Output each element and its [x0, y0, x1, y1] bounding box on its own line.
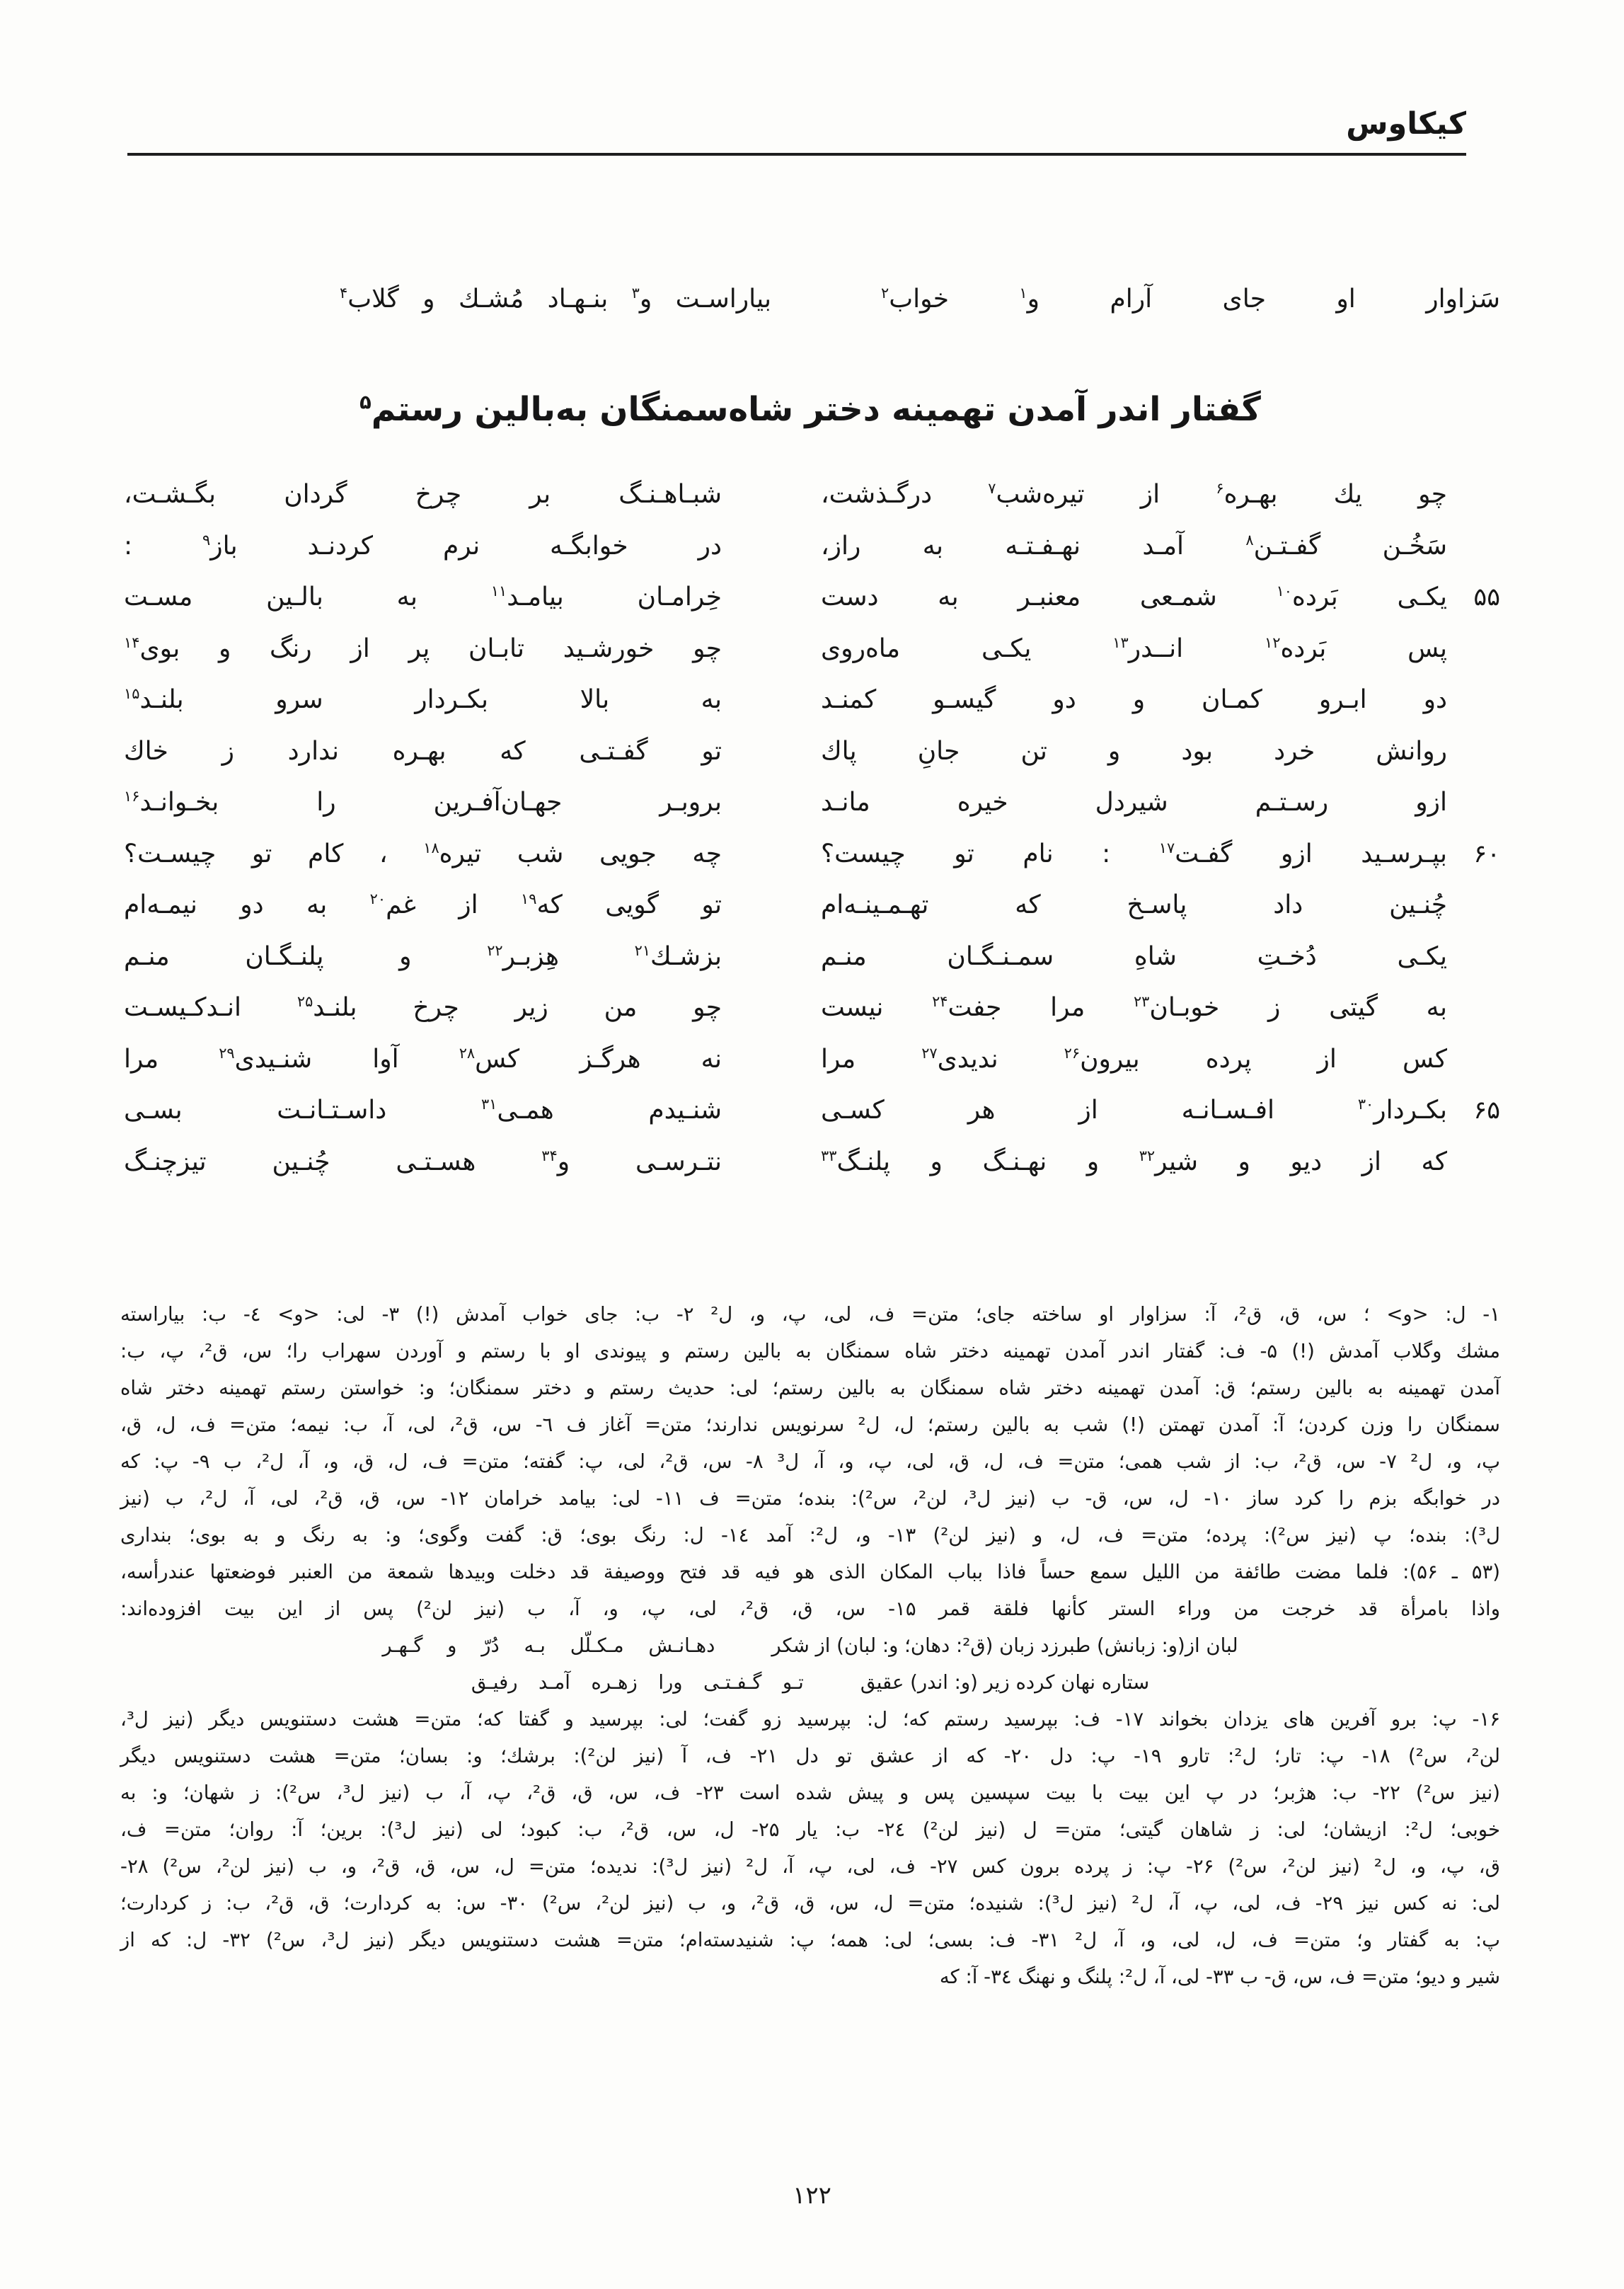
verse-left-hemistich: چه جویی شب تیره$^{۱۸}$ ، كام تو چیسـت؟	[124, 839, 722, 868]
verse-row-2	[120, 532, 1500, 583]
verse-row-12	[120, 1045, 1500, 1096]
verse-right-hemistich: روانش خرد بود و تن جانِ پاك	[821, 736, 1447, 766]
footnote-verse-right-hemistich: لبان از(و: زبانش) طبرزد زبان (ق²: دهان؛ و: لبان) از شكر	[771, 1634, 1238, 1657]
verse-left-hemistich: بروبـر جهـان‌آفـرین را بخـوانـد$^{۱۶}$	[124, 788, 722, 817]
footnote-line-16: ق، پ، و، ل² (نیز لن²، س²) ۲۶- پ: ز پرده برون كس ۲۷- ف، لی، پ، آ، ل² (نیز ل³): ندیده؛ متن= ل، س، ق، ق²، و، ب (نیز لن²، س²) ۲۸-	[120, 1855, 1501, 1878]
footnote-line-18: پ: به گفتار و؛ متن= ف، ل، لی، و، آ، ل² ۳۱- ف: بسی؛ لی: همه؛ پ: شنیدسته‌ام؛ متن= هشت دستنویس دیگر (نیز ل³، س²) ۳۲- ل: كه از	[120, 1929, 1500, 1951]
verse-number: ۶۵	[1473, 1096, 1500, 1125]
footnote-line-13: لن²، س²) ۱۸- پ: تار؛ ل²: تارو ۱۹- پ: دل ۲۰- كه از عشق تو دل ۲۱- ف، آ (نیز لن²): برشك؛ و: بسان؛ متن= هشت دستنویس دیگر	[120, 1745, 1501, 1767]
footnote-line-6: در خوابگه بزم را كرد ساز ۱۰- ل، س، ق- ب (نیز ل³، لن²، س²): بنده؛ متن= ف ۱۱- لی: بیامد خرامان ۱۲- س، ق، ق²، لی، آ، ل²، ب (نیز	[120, 1487, 1500, 1510]
verse-left-hemistich: تو گویی كه$^{۱۹}$ از غم$^{۲۰}$ به دو نیمـه‌ام	[124, 890, 722, 919]
section-title: گفتار اندر آمدن تهمینه دختر شاه‌سمنگان به‌بالین رستم$^۵$	[359, 390, 1261, 429]
verse-block	[120, 480, 1500, 1198]
verse-right-hemistich: به گیتی ز خوبـان$^{۲۳}$ مرا جفت$^{۲۴}$ نیست	[821, 993, 1448, 1022]
verse-left-hemistich: شبـاهـنـگ بر چرخ گردان بگـشـت،	[124, 480, 722, 509]
footnote-line-14: (نیز س²) ۲۲- ب: هژبر؛ در پ این بیت با بیت سپسین پس و پیش شده است ۲۳- ف، س، ق، ق²، پ، آ، ب (نیز ل³، س²): ز شهان؛ و: به	[120, 1782, 1500, 1804]
footnote-inserted-verse	[120, 1664, 1500, 1701]
footnote-line-4: سمنگان را وزن كردن؛ آ: آمدن تهمتن (!) شب به بالین رستم؛ ل، ل² سرنویس ندارند؛ متن= آغاز ف ٦- س، ق²، لی، آ، ب: نیمه؛ متن= ف، ل، ق،	[120, 1413, 1500, 1436]
verse-row-4	[120, 634, 1500, 686]
page-header	[120, 106, 1500, 156]
verse-left-hemistich: در خوابگـه نرم كردنـد باز$^۹$ :	[124, 531, 722, 561]
footnote-line-5: پ، و، ل² ۷- س، ق²، ب: از شب همی؛ متن= ف، ل، ق، لی، پ، و، آ، ل³ ۸- س، ق²، لی، پ: گفته؛ متن= ف، ل، ق، و، آ، ل²، ب ۹- پ: كه	[120, 1450, 1501, 1473]
verse-left-hemistich: به بالا بكـردار سرو بلنـد$^{۱۵}$	[124, 685, 722, 714]
footnotes-block	[120, 1296, 1500, 1995]
verse-right-hemistich: سَخُـن گفـتـن$^۸$ آمـد نهـفـتـه به راز،	[821, 531, 1448, 561]
footnote-verse-left-hemistich: دهـانـش مـكـلّل بـه دُرّ و گـهـر	[382, 1634, 715, 1657]
verse-left-hemistich: چو خورشـید تابـان پر از رنگ و بوی$^{۱۴}$	[124, 633, 722, 663]
verse-right-hemistich: چو یك بهـره$^۶$ از تیره‌شب$^۷$ درگـذشت،	[821, 480, 1447, 509]
verse-right-hemistich: بكـردار$^{۳۰}$ افـسـانـه از هر كسـی	[821, 1096, 1447, 1125]
footnote-line-19: شیر و دیو؛ متن= ف، س، ق- ب ۳۳- لی، آ، ل²: پلنگ و نهنگ ۳٤- آ: كه	[939, 1966, 1500, 1988]
footnote-verse-left-hemistich: تـو گـفـتـی ورا زهـره آمـد رفیـق	[471, 1671, 804, 1694]
verse-left-hemistich: تو گفـتـی كه بهـره ندارد ز خاك	[124, 736, 722, 766]
opening-verse	[120, 285, 1500, 314]
verse-right-hemistich: یكـی دُخـتِ شاهِ سمـنـگـان منـم	[821, 941, 1447, 971]
verse-right-hemistich: یكـی بَرده$^{۱۰}$ شمـعی معنبـر به دست	[821, 583, 1447, 612]
footnote-line-17: لی: نه كس نیز ۲۹- ف، لی، پ، آ، ل² (نیز ل³): شنیده؛ متن= ل، س، ق، ق²، و، ب (نیز لن²، س²) ۳۰- س: به كردارت؛ ق، ق²، ب: ز كردارت؛	[120, 1892, 1500, 1915]
verse-row-14	[120, 1147, 1500, 1199]
verse-right-hemistich: پس بَرده$^{۱۲}$ انــدر$^{۱۳}$ یكـی ماه‌روی	[821, 633, 1448, 663]
verse-row-11	[120, 993, 1500, 1045]
verse-right-hemistich: كه از دیو و شیر$^{۳۲}$ و نهـنـگ و پلنـگ$^{۳۳}$	[821, 1147, 1447, 1176]
verse-left-hemistich: نتـرسـی و$^{۳۴}$ هسـتـی چُنـین تیزچنـگ	[124, 1147, 722, 1176]
footnote-line-8: (۵۳ ـ ۵۶): فلما مضت طائفة من اللیل سمع حساً فاذا بباب المكان الذی هو فیه قد فتح ووصیفة قد دخلت وبیدها شمعة من العنبر فوضعتها عندرأسه،	[120, 1561, 1500, 1583]
footnote-line-9: واذا بامرأة قد خرجت من وراء الستر كأنها فلقة قمر ۱۵- س، ق، ق²، لی، پ، و، آ، ب (نیز لن²) پس از این بیت افزوده‌اند:	[120, 1597, 1500, 1620]
verse-right-hemistich: ازو رسـتـم شیردل خیره مانـد	[821, 788, 1447, 817]
verse-left-hemistich: نه هرگـز كس$^{۲۸}$ آوا شنـیدی$^{۲۹}$ مرا	[124, 1044, 722, 1074]
footnote-line-15: خوبی؛ ل²: ازیشان؛ لی: ز شاهان گیتی؛ متن= ل (نیز لن²) ۲٤- ب: یار ۲۵- ل، س، ق²، ب: كبود؛ لی (نیز ل³): برین؛ آ: روان؛ متن= ف،	[120, 1818, 1500, 1841]
opening-verse-right-hemistich: سَزاوار او جای آرام و$^۱$ خواب$^۲$	[881, 285, 1500, 314]
verse-left-hemistich: شنـیدم همـی$^{۳۱}$ داسـتـانـت بسـی	[124, 1096, 722, 1125]
header-rule	[127, 153, 1466, 156]
verse-right-hemistich: كس از پرده بیرون$^{۲۶}$ ندیدی$^{۲۷}$ مرا	[821, 1044, 1447, 1074]
verse-row-6	[120, 737, 1500, 788]
footnote-line-7: ل³): بنده؛ پ (نیز س²): پرده؛ متن= ف، ل، و (نیز لن²) ۱۳- و، ل²: آمد ۱٤- ل: رنگ بوی؛ ق: گفت وگوی؛ و: به رنگ و به بوی؛ بنداری	[120, 1524, 1500, 1547]
verse-row-1	[120, 480, 1500, 532]
verse-row-9	[120, 890, 1500, 942]
verse-left-hemistich: چو من زیر چرخ بلنـد$^{۲۵}$ انـدكـیسـت	[124, 993, 722, 1022]
verse-row-8	[120, 839, 1500, 891]
footnote-verse-right-hemistich: ستاره نهان كرده زیر (و: اندر) عقیق	[860, 1671, 1150, 1694]
verse-row-3	[120, 583, 1500, 634]
verse-row-13	[120, 1096, 1500, 1147]
verse-right-hemistich: بپـرسـید ازو گفـت$^{۱۷}$ : نام تو چیست؟	[821, 839, 1447, 868]
verse-left-hemistich: بزشـك$^{۲۱}$ هِزبـر$^{۲۲}$ و پلنـگـان منـم	[124, 941, 722, 971]
footnote-line-2: مشك وگلاب آمدش (!) ۵- ف: گفتار اندر آمدن تهمینه دختر شاه سمنگان به بالین رستم و پیوندی او با رستم و آوردن سهراب را؛ س، ق²، پ، ب:	[120, 1340, 1501, 1362]
footnote-line-12: ۱۶- پ: برو آفرین های یزدان بخواند ۱۷- ف: بپرسید رستم كه؛ ل: بپرسید زو گفت؛ لی: بپرسید و گفتا كه؛ متن= هشت دستنویس دیگر (نیز ل³،	[120, 1708, 1500, 1731]
footnote-inserted-verse	[120, 1627, 1500, 1664]
verse-number: ۵۵	[1473, 583, 1500, 612]
verse-right-hemistich: چُنـین داد پاسـخ كه تهـمـینـه‌ام	[821, 890, 1447, 919]
verse-number: ۶۰	[1473, 839, 1500, 868]
verse-row-7	[120, 788, 1500, 839]
verse-left-hemistich: خِرامـان بیامـد$^{۱۱}$ به بالـین مسـت	[124, 583, 722, 612]
opening-verse-left-hemistich: بیاراسـت و$^۳$ بنـهـاد مُشـك و گلاب$^۴$	[340, 285, 771, 314]
footnote-line-3: آمدن تهمینه به بالین رستم؛ ق: آمدن تهمینه دختر شاه سمنگان به بالین رستم؛ لی: حدیث رستم و دختر سمنگان؛ و: خواستن رستم تهمینه دختر شاه	[120, 1377, 1500, 1399]
verse-row-10	[120, 942, 1500, 994]
page-number: ۱۲۲	[793, 2181, 831, 2210]
running-head: كیكاوس	[1346, 106, 1466, 142]
footnote-line-1: ۱- ل: <و> ؛ س، ق، ق²، آ: سزاوار او ساخته جای؛ متن= ف، لی، پ، و، ل² ۲- ب: جای خواب آمدش (!) ۳- لی: <و> ٤- ب: بیاراسته	[120, 1303, 1500, 1326]
verse-right-hemistich: دو ابـرو كمـان و دو گیسـو كمنـد	[821, 685, 1447, 714]
verse-row-5	[120, 685, 1500, 737]
